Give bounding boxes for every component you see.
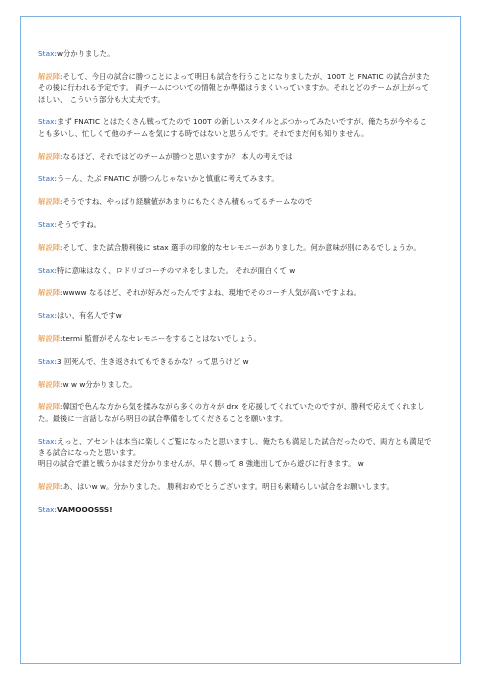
dialogue-text: wwww なるほど、それが好みだったんですよね、現地でそのコーチ人気が高いですよね。 xyxy=(62,288,361,298)
speaker-label: Stax xyxy=(38,436,55,446)
speaker-separator: : xyxy=(54,311,57,321)
dialogue-text: そうですね。 xyxy=(57,220,102,229)
dialogue-entry xyxy=(38,219,432,230)
speaker-separator: : xyxy=(60,482,63,492)
speaker-separator: : xyxy=(54,220,57,229)
speaker-label: 解説陣 xyxy=(38,288,61,298)
speaker-separator: : xyxy=(54,265,57,275)
dialogue-entry xyxy=(38,242,432,253)
speaker-separator: : xyxy=(54,49,57,58)
dialogue-entry xyxy=(38,333,432,344)
dialogue-entry xyxy=(38,151,432,162)
speaker-separator: : xyxy=(54,117,57,127)
speaker-label: Stax xyxy=(38,174,55,184)
speaker-label: Stax xyxy=(38,356,55,366)
speaker-label: 解説陣 xyxy=(38,151,61,161)
speaker-label: Stax xyxy=(38,220,55,229)
speaker-label: Stax xyxy=(38,504,55,514)
speaker-separator: : xyxy=(60,197,63,207)
speaker-label: 解説陣 xyxy=(38,242,61,252)
speaker-label: Stax xyxy=(38,265,55,275)
dialogue-text: なるほど、それではどのチームが勝つと思いますか？ 本人の考えでは xyxy=(62,151,293,161)
speaker-separator: : xyxy=(60,288,63,298)
dialogue-text: 韓国で色んな方から気を揉みながら多くの方々が drx を応援してくれていたのですが、勝利で応えてくれました。最後に一言話しながら明日の試合準備をしてくださることを願います。 xyxy=(38,402,425,423)
dialogue-text: そして、今日の試合に勝つことによって明日も試合を行うことになりましたが、100T と FNATIC の試合がまたその後に行われる予定です。 両チームについての情報とか準備はうまくいっていますか。それとどのチームが上がってほしい、 こういう部分も大丈夫です。 xyxy=(38,71,431,104)
dialogue-text: 3 回死んで、生き返されてもできるかな？って思うけど w xyxy=(57,356,249,366)
speaker-separator: : xyxy=(54,356,57,366)
dialogue-entry xyxy=(38,71,432,105)
speaker-label: 解説陣 xyxy=(38,197,61,207)
interview-transcript xyxy=(38,48,432,527)
speaker-label: 解説陣 xyxy=(38,379,61,389)
speaker-separator: : xyxy=(60,333,63,343)
speaker-separator: : xyxy=(60,379,63,389)
dialogue-text: VAMOOOSSS! xyxy=(57,504,113,514)
dialogue-entry xyxy=(38,173,432,184)
dialogue-text: う－ん、たぶ FNATIC が勝つんじゃないかと慎重に考えてみます。 xyxy=(57,174,279,184)
speaker-label: 解説陣 xyxy=(38,482,61,492)
dialogue-text: えっと、アセントは本当に楽しくご覧になったと思いますし、俺たちも満足した試合だったので、両方とも満足できる試合になったと思います。 明日の試合で誰と戦うかはまだ分かりませんが、早く勝って 8 強進出してから遊びに行きます。 w xyxy=(38,436,432,469)
speaker-label: Stax xyxy=(38,117,55,127)
speaker-separator: : xyxy=(60,71,63,81)
dialogue-text: そして、また試合勝利後に stax 選手の印象的なセレモニーがありました。何か意味が別にあるでしょうか。 xyxy=(62,242,421,252)
dialogue-entry xyxy=(38,287,432,298)
speaker-separator: : xyxy=(60,242,63,252)
dialogue-text: w分かりました。 xyxy=(57,49,115,58)
speaker-label: 解説陣 xyxy=(38,71,61,81)
dialogue-entry xyxy=(38,310,432,321)
dialogue-entry xyxy=(38,504,432,515)
dialogue-entry xyxy=(38,481,432,492)
dialogue-text: あ、はいw w。分かりました。 勝利おめでとうございます。明日も素晴らしい試合をお願いします。 xyxy=(62,482,394,492)
speaker-separator: : xyxy=(60,402,63,412)
dialogue-entry xyxy=(38,116,432,139)
dialogue-text: はい、有名人ですw xyxy=(57,311,122,321)
dialogue-text: 特に意味はなく、ロドリゴコーチのマネをしました。 それが面白くて w xyxy=(57,265,296,275)
speaker-separator: : xyxy=(54,436,57,446)
speaker-separator: : xyxy=(54,504,57,514)
speaker-separator: : xyxy=(60,151,63,161)
dialogue-text: w w w分かりました。 xyxy=(62,379,137,389)
dialogue-text: そうですね、やっぱり経験値があまりにもたくさん積もってるチームなので xyxy=(62,197,313,207)
dialogue-entry xyxy=(38,196,432,207)
dialogue-entry xyxy=(38,356,432,367)
dialogue-entry xyxy=(38,401,432,424)
dialogue-entry xyxy=(38,436,432,470)
speaker-label: 解説陣 xyxy=(38,402,61,412)
speaker-label: Stax xyxy=(38,49,55,58)
dialogue-entry xyxy=(38,379,432,390)
dialogue-entry xyxy=(38,48,432,59)
dialogue-text: まず FNATIC とはたくさん戦ってたので 100T の新しいスタイルとぶつかってみたいですが、俺たちが今やることも多いし、忙しくて他のチームを気にする時ではないと思うんです。それでまだ何も知りません。 xyxy=(38,117,427,138)
speaker-separator: : xyxy=(54,174,57,184)
speaker-label: 解説陣 xyxy=(38,333,61,343)
dialogue-entry xyxy=(38,265,432,276)
dialogue-text: termi 監督がそんなセレモニーをすることはないでしょう。 xyxy=(62,333,261,343)
speaker-label: Stax xyxy=(38,311,55,321)
